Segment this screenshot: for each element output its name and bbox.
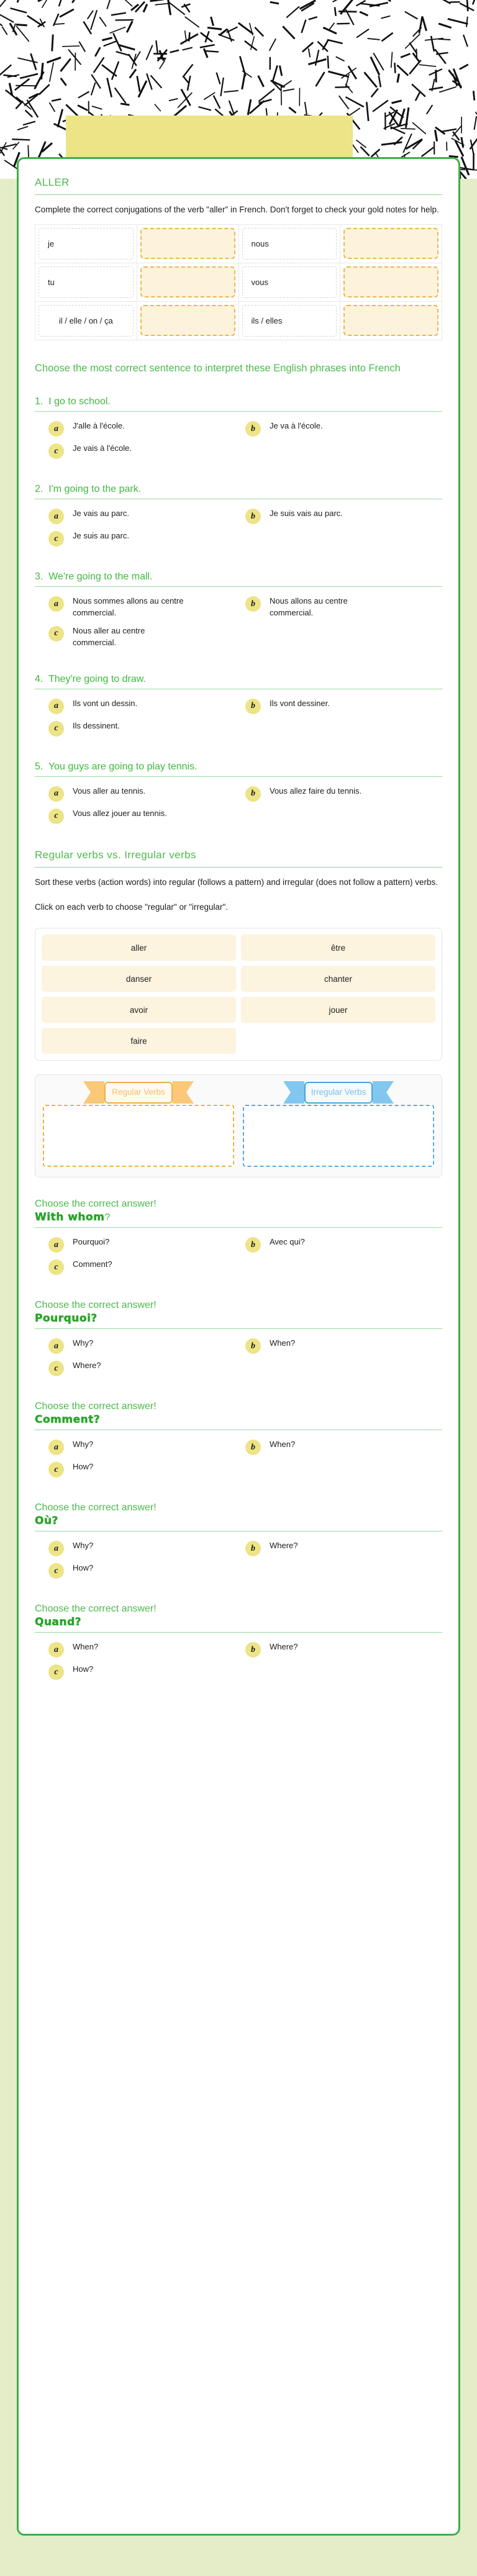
question-number: 4. — [35, 673, 43, 684]
answer-options — [35, 698, 442, 740]
question-word-heading — [35, 1515, 442, 1527]
conjugation-input-left[interactable] — [140, 266, 235, 297]
answer-options — [35, 1540, 442, 1582]
option-text: Nous aller au centre commercial. — [73, 625, 145, 647]
option-text: When? — [270, 1440, 296, 1449]
option-letter-badge: b — [245, 1338, 261, 1354]
option-text: Je suis vais au parc. — [270, 509, 343, 519]
option-letter-badge: b — [245, 1237, 261, 1253]
option-text: How? — [73, 1664, 94, 1674]
answer-options — [35, 786, 442, 828]
answer-option[interactable] — [48, 1562, 245, 1579]
answer-option[interactable] — [48, 1540, 245, 1556]
option-text: Vous aller au tennis. — [73, 786, 146, 796]
table-row — [35, 301, 442, 340]
question-heading — [35, 674, 442, 685]
question-words-section — [35, 1199, 442, 1684]
question-prompt: You guys are going to play tennis. — [48, 761, 198, 772]
option-text: Je suis au parc. — [73, 531, 130, 541]
option-letter-badge: c — [48, 443, 64, 459]
answer-options — [35, 420, 442, 463]
pronoun-label-left: il / elle / on / ça — [39, 305, 134, 337]
answer-option[interactable] — [245, 1641, 442, 1658]
answer-option[interactable] — [245, 1236, 442, 1253]
question-word-heading — [35, 1413, 442, 1426]
worksheet-card — [17, 157, 460, 2536]
option-letter-badge: a — [48, 596, 64, 612]
ribbon-tail-left-icon — [83, 1080, 104, 1105]
answer-option[interactable] — [245, 1338, 442, 1354]
answer-option[interactable] — [48, 1259, 245, 1275]
verb-tile[interactable]: danser — [42, 966, 236, 992]
verb-tile[interactable]: être — [241, 935, 435, 961]
question-word-heading — [35, 1211, 442, 1223]
option-letter-badge: b — [245, 509, 261, 524]
verb-sort-title: Regular verbs vs. Irregular verbs — [35, 848, 196, 861]
option-letter-badge: c — [48, 1361, 64, 1376]
ribbon-tail-right-icon — [173, 1080, 194, 1105]
option-letter-badge: a — [48, 1541, 64, 1556]
option-text: Where? — [270, 1642, 298, 1652]
verb-sort-instruction-1: Sort these verbs (action words) into regular (follows a pattern) and irregular (does not follow a pattern) verbs. — [35, 877, 438, 887]
option-letter-badge: a — [48, 1237, 64, 1253]
pronoun-cell-right — [238, 301, 340, 340]
question-prompt: They're going to draw. — [48, 673, 146, 684]
table-row — [35, 224, 442, 263]
pronoun-cell-left — [35, 224, 137, 263]
answer-option[interactable] — [48, 808, 245, 824]
irregular-verbs-ribbon — [283, 1080, 394, 1105]
option-letter-badge: a — [48, 509, 64, 524]
translation-instructions: Choose the most correct sentence to interpret these English phrases into French — [35, 362, 401, 374]
regular-verbs-ribbon — [83, 1080, 194, 1105]
question-heading — [35, 571, 442, 583]
answer-option[interactable] — [48, 720, 245, 737]
dropzone-irregular-verbs[interactable] — [243, 1084, 434, 1167]
option-text: Avec qui? — [270, 1237, 305, 1247]
option-letter-badge: b — [245, 421, 261, 437]
answer-option[interactable] — [48, 1236, 245, 1253]
answer-option[interactable] — [245, 508, 442, 524]
verb-tile-pool — [35, 928, 442, 1061]
option-text: Ils dessinent. — [73, 720, 120, 730]
answer-option[interactable] — [48, 1338, 245, 1354]
answer-cell-left[interactable] — [137, 224, 238, 263]
answer-options — [35, 1236, 442, 1279]
question-prompt: We're going to the mall. — [48, 571, 153, 583]
question-word-block — [35, 1502, 442, 1582]
option-text: Je va à l'école. — [270, 421, 323, 431]
option-text: Je vais au parc. — [73, 509, 130, 519]
question-heading — [35, 396, 442, 407]
ribbon-tail-right-icon — [373, 1080, 394, 1105]
question-word-heading — [35, 1312, 442, 1325]
option-letter-badge: a — [48, 699, 64, 714]
question-divider — [35, 586, 442, 587]
pronoun-label-right: nous — [242, 228, 337, 260]
answer-option[interactable] — [48, 698, 245, 714]
choose-answer-instruction: Choose the correct answer! — [35, 1401, 157, 1412]
option-letter-badge: a — [48, 786, 64, 802]
aller-section — [35, 176, 442, 340]
pronoun-cell-right — [238, 263, 340, 301]
option-text: Vous allez jouer au tennis. — [73, 808, 167, 818]
question-word-term: With whom — [35, 1211, 105, 1224]
aller-title: ALLER — [35, 176, 70, 188]
answer-option[interactable] — [48, 786, 245, 802]
pronoun-cell-left — [35, 301, 137, 340]
question-word-block — [35, 1199, 442, 1279]
verb-sort-section — [35, 849, 442, 1178]
verb-tile[interactable]: avoir — [42, 997, 236, 1023]
question-divider — [35, 1227, 442, 1228]
option-letter-badge: c — [48, 1664, 64, 1680]
choose-answer-instruction: Choose the correct answer! — [35, 1199, 157, 1210]
answer-cell-left[interactable] — [137, 263, 238, 301]
option-letter-badge: c — [48, 809, 64, 824]
answer-option[interactable] — [48, 508, 245, 524]
answer-option[interactable] — [48, 1439, 245, 1455]
option-text: Ils vont un dessin. — [73, 698, 138, 708]
answer-option[interactable] — [245, 596, 442, 619]
verb-sort-divider — [35, 867, 442, 868]
option-text: When? — [270, 1338, 296, 1348]
verb-tile[interactable]: aller — [42, 935, 236, 961]
verb-tile[interactable]: faire — [42, 1028, 236, 1054]
answer-option[interactable] — [48, 443, 245, 459]
spacer — [35, 892, 442, 901]
answer-cell-left[interactable] — [137, 301, 238, 340]
question-word-term: Comment? — [35, 1413, 101, 1426]
irregular-verbs-label: Irregular Verbs — [304, 1082, 373, 1104]
decorative-header-band — [0, 0, 477, 179]
conjugation-input-right[interactable] — [343, 266, 438, 297]
option-letter-badge: c — [48, 531, 64, 546]
answer-option[interactable] — [48, 625, 245, 649]
answer-options — [35, 1641, 442, 1684]
choose-answer-instruction: Choose the correct answer! — [35, 1300, 157, 1311]
regular-verbs-drop-area[interactable] — [43, 1105, 234, 1167]
pronoun-label-left: je — [39, 228, 134, 260]
answer-cell-right[interactable] — [340, 301, 442, 340]
translation-question — [35, 396, 442, 463]
answer-cell-right[interactable] — [340, 263, 442, 301]
dropzone-regular-verbs[interactable] — [43, 1084, 234, 1167]
regular-verbs-label: Regular Verbs — [104, 1082, 173, 1104]
answer-options — [35, 508, 442, 550]
pronoun-label-left: tu — [39, 266, 134, 298]
option-text: When? — [73, 1642, 99, 1652]
option-letter-badge: c — [48, 1462, 64, 1477]
answer-option[interactable] — [48, 1461, 245, 1477]
option-text: Nous allons au centre commercial. — [270, 596, 348, 618]
answer-options — [35, 1439, 442, 1481]
translation-question — [35, 571, 442, 652]
verb-dropzones — [35, 1074, 442, 1177]
option-letter-badge: b — [245, 1541, 261, 1556]
answer-options — [35, 1338, 442, 1380]
question-word-term: Pourquoi? — [35, 1312, 98, 1325]
option-letter-badge: a — [48, 421, 64, 437]
question-divider — [35, 1328, 442, 1329]
verb-tile-placeholder — [241, 1028, 435, 1054]
option-text: How? — [73, 1563, 94, 1573]
conjugation-input-left[interactable] — [140, 228, 235, 259]
question-divider — [35, 776, 442, 777]
question-word-heading — [35, 1616, 442, 1628]
option-letter-badge: b — [245, 1642, 261, 1658]
answer-option[interactable] — [245, 420, 442, 437]
option-letter-badge: a — [48, 1440, 64, 1455]
answer-option[interactable] — [48, 1360, 245, 1376]
answer-option[interactable] — [245, 786, 442, 802]
question-word-term: Où? — [35, 1515, 58, 1528]
option-text: Why? — [73, 1541, 94, 1551]
option-text: Ils vont dessiner. — [270, 698, 330, 708]
answer-option[interactable] — [245, 698, 442, 714]
question-word-suffix: ? — [104, 1212, 111, 1223]
option-text: Why? — [73, 1440, 94, 1449]
verb-tile[interactable]: chanter — [241, 966, 435, 992]
question-number: 2. — [35, 484, 43, 495]
answer-option[interactable] — [48, 530, 245, 546]
option-letter-badge: c — [48, 626, 64, 642]
answer-options — [35, 596, 442, 652]
option-letter-badge: a — [48, 1642, 64, 1658]
option-text: Je vais à l'école. — [73, 443, 132, 453]
conjugation-input-right[interactable] — [343, 305, 438, 336]
verb-tile[interactable]: jouer — [241, 997, 435, 1023]
option-text: Why? — [73, 1338, 94, 1348]
option-text: Comment? — [73, 1259, 112, 1269]
question-word-term: Quand? — [35, 1616, 82, 1629]
answer-option[interactable] — [48, 596, 245, 619]
option-text: Where? — [73, 1361, 101, 1371]
translation-question — [35, 674, 442, 740]
translation-question — [35, 761, 442, 828]
irregular-verbs-drop-area[interactable] — [243, 1105, 434, 1167]
option-letter-badge: c — [48, 1259, 64, 1275]
option-text: Where? — [270, 1541, 298, 1551]
question-heading — [35, 484, 442, 495]
question-number: 3. — [35, 571, 43, 583]
option-letter-badge: b — [245, 786, 261, 802]
option-text: Pourquoi? — [73, 1237, 110, 1247]
question-number: 5. — [35, 761, 43, 772]
option-text: J'alle à l'école. — [73, 421, 125, 431]
option-letter-badge: b — [245, 596, 261, 612]
option-text: Nous sommes allons au centre commercial. — [73, 596, 184, 618]
question-heading — [35, 761, 442, 773]
translation-section — [35, 361, 442, 828]
question-prompt: I go to school. — [48, 396, 111, 407]
choose-answer-instruction: Choose the correct answer! — [35, 1603, 157, 1615]
question-word-block — [35, 1300, 442, 1380]
option-letter-badge: b — [245, 699, 261, 714]
answer-option[interactable] — [48, 1664, 245, 1680]
pronoun-cell-left — [35, 263, 137, 301]
verb-sort-instruction-2: Click on each verb to choose "regular" or "irregular". — [35, 902, 229, 912]
answer-cell-right[interactable] — [340, 224, 442, 263]
conjugation-input-left[interactable] — [140, 305, 235, 336]
question-divider — [35, 1632, 442, 1633]
aller-conjugation-table — [35, 224, 442, 340]
answer-option[interactable] — [245, 1439, 442, 1455]
aller-divider — [35, 194, 442, 195]
pronoun-label-right: ils / elles — [242, 305, 337, 337]
question-word-block — [35, 1401, 442, 1481]
question-prompt: I'm going to the park. — [48, 484, 142, 495]
answer-option[interactable] — [245, 1540, 442, 1556]
option-letter-badge: b — [245, 1440, 261, 1455]
choose-answer-instruction: Choose the correct answer! — [35, 1502, 157, 1513]
option-letter-badge: a — [48, 1338, 64, 1354]
option-letter-badge: c — [48, 1563, 64, 1579]
table-row — [35, 263, 442, 301]
pronoun-cell-right — [238, 224, 340, 263]
translation-question — [35, 484, 442, 550]
aller-instructions: Complete the correct conjugations of the verb "aller" in French. Don't forget to check your gold notes for help. — [35, 205, 439, 214]
conjugation-input-right[interactable] — [343, 228, 438, 259]
option-letter-badge: c — [48, 721, 64, 737]
answer-option[interactable] — [48, 1641, 245, 1658]
option-text: How? — [73, 1462, 94, 1472]
answer-option[interactable] — [48, 420, 245, 437]
question-divider — [35, 411, 442, 412]
ribbon-tail-left-icon — [283, 1080, 304, 1105]
option-text: Vous allez faire du tennis. — [270, 786, 362, 796]
question-number: 1. — [35, 396, 43, 407]
question-word-block — [35, 1603, 442, 1684]
pronoun-label-right: vous — [242, 266, 337, 298]
